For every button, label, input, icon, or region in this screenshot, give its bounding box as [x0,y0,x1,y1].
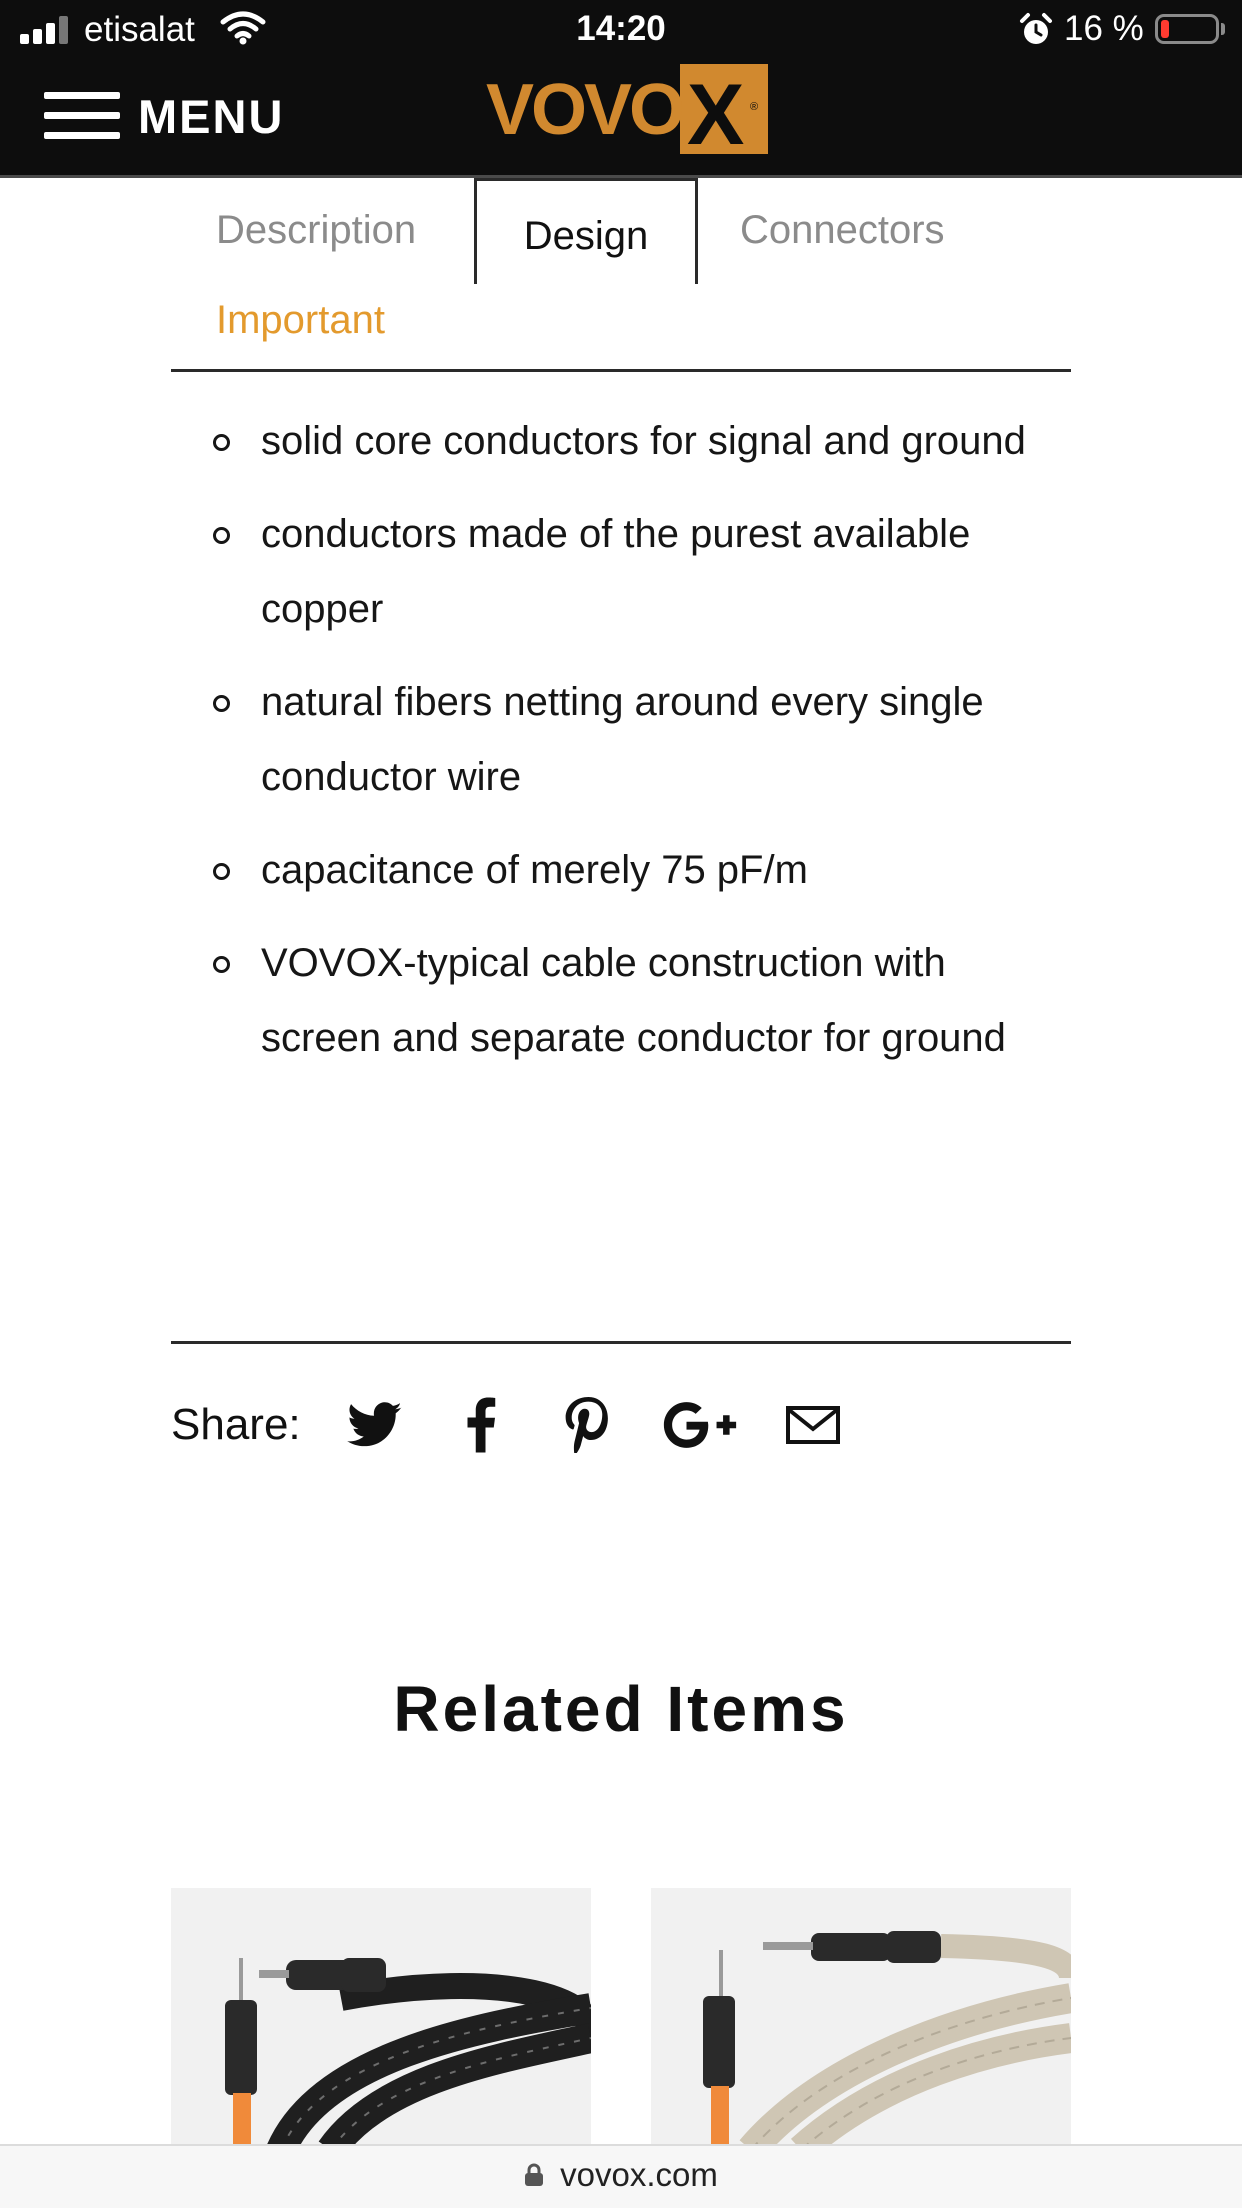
facebook-icon[interactable] [445,1394,517,1456]
tab-description[interactable]: Description [216,208,417,252]
svg-text:VOVO: VOVO [486,70,683,150]
list-item: VOVOX-typical cable construction with screen and separate conductor for ground [171,926,1071,1076]
list-item: natural fibers netting around every single conductor wire [171,665,1071,815]
svg-text:®: ® [750,101,759,113]
tab-important[interactable]: Important [216,298,385,342]
share-bar [171,1390,883,1460]
menu-button[interactable] [44,90,284,142]
design-feature-list [171,404,1071,1094]
menu-label: MENU [138,89,285,143]
twitter-icon[interactable] [339,1394,411,1456]
section-divider [171,1341,1071,1344]
related-product-card[interactable] [651,1888,1071,2150]
battery-icon [1155,14,1219,44]
battery-tip [1221,23,1225,35]
related-items-heading: Related Items [393,1673,849,1745]
url-domain: vovox.com [560,2156,718,2193]
share-label: Share: [171,1400,301,1449]
alarm-icon [1018,12,1054,48]
tab-design[interactable]: Design [474,178,698,284]
list-item: conductors made of the purest available copper [171,497,1071,647]
battery-percent: 16 % [1064,9,1144,48]
vovox-logo[interactable] [480,62,770,156]
pinterest-icon[interactable] [551,1394,623,1456]
product-image [171,1888,591,2150]
lock-icon [524,2163,544,2187]
tab-connectors[interactable]: Connectors [740,208,945,252]
related-product-card[interactable] [171,1888,591,2150]
product-image [651,1888,1071,2150]
hamburger-icon [44,90,120,142]
site-header [0,0,1242,178]
battery-level [1161,20,1169,38]
list-item: capacitance of merely 75 pF/m [171,833,1071,908]
carrier-name: etisalat [84,10,195,49]
product-tabs [171,178,1071,372]
status-time: 14:20 [576,9,666,48]
status-bar [0,0,1242,60]
email-icon[interactable] [777,1394,849,1456]
list-item: solid core conductors for signal and ground [171,404,1071,479]
google-plus-icon[interactable] [657,1394,743,1456]
svg-text:X: X [687,67,745,156]
browser-url-bar[interactable] [0,2144,1242,2208]
